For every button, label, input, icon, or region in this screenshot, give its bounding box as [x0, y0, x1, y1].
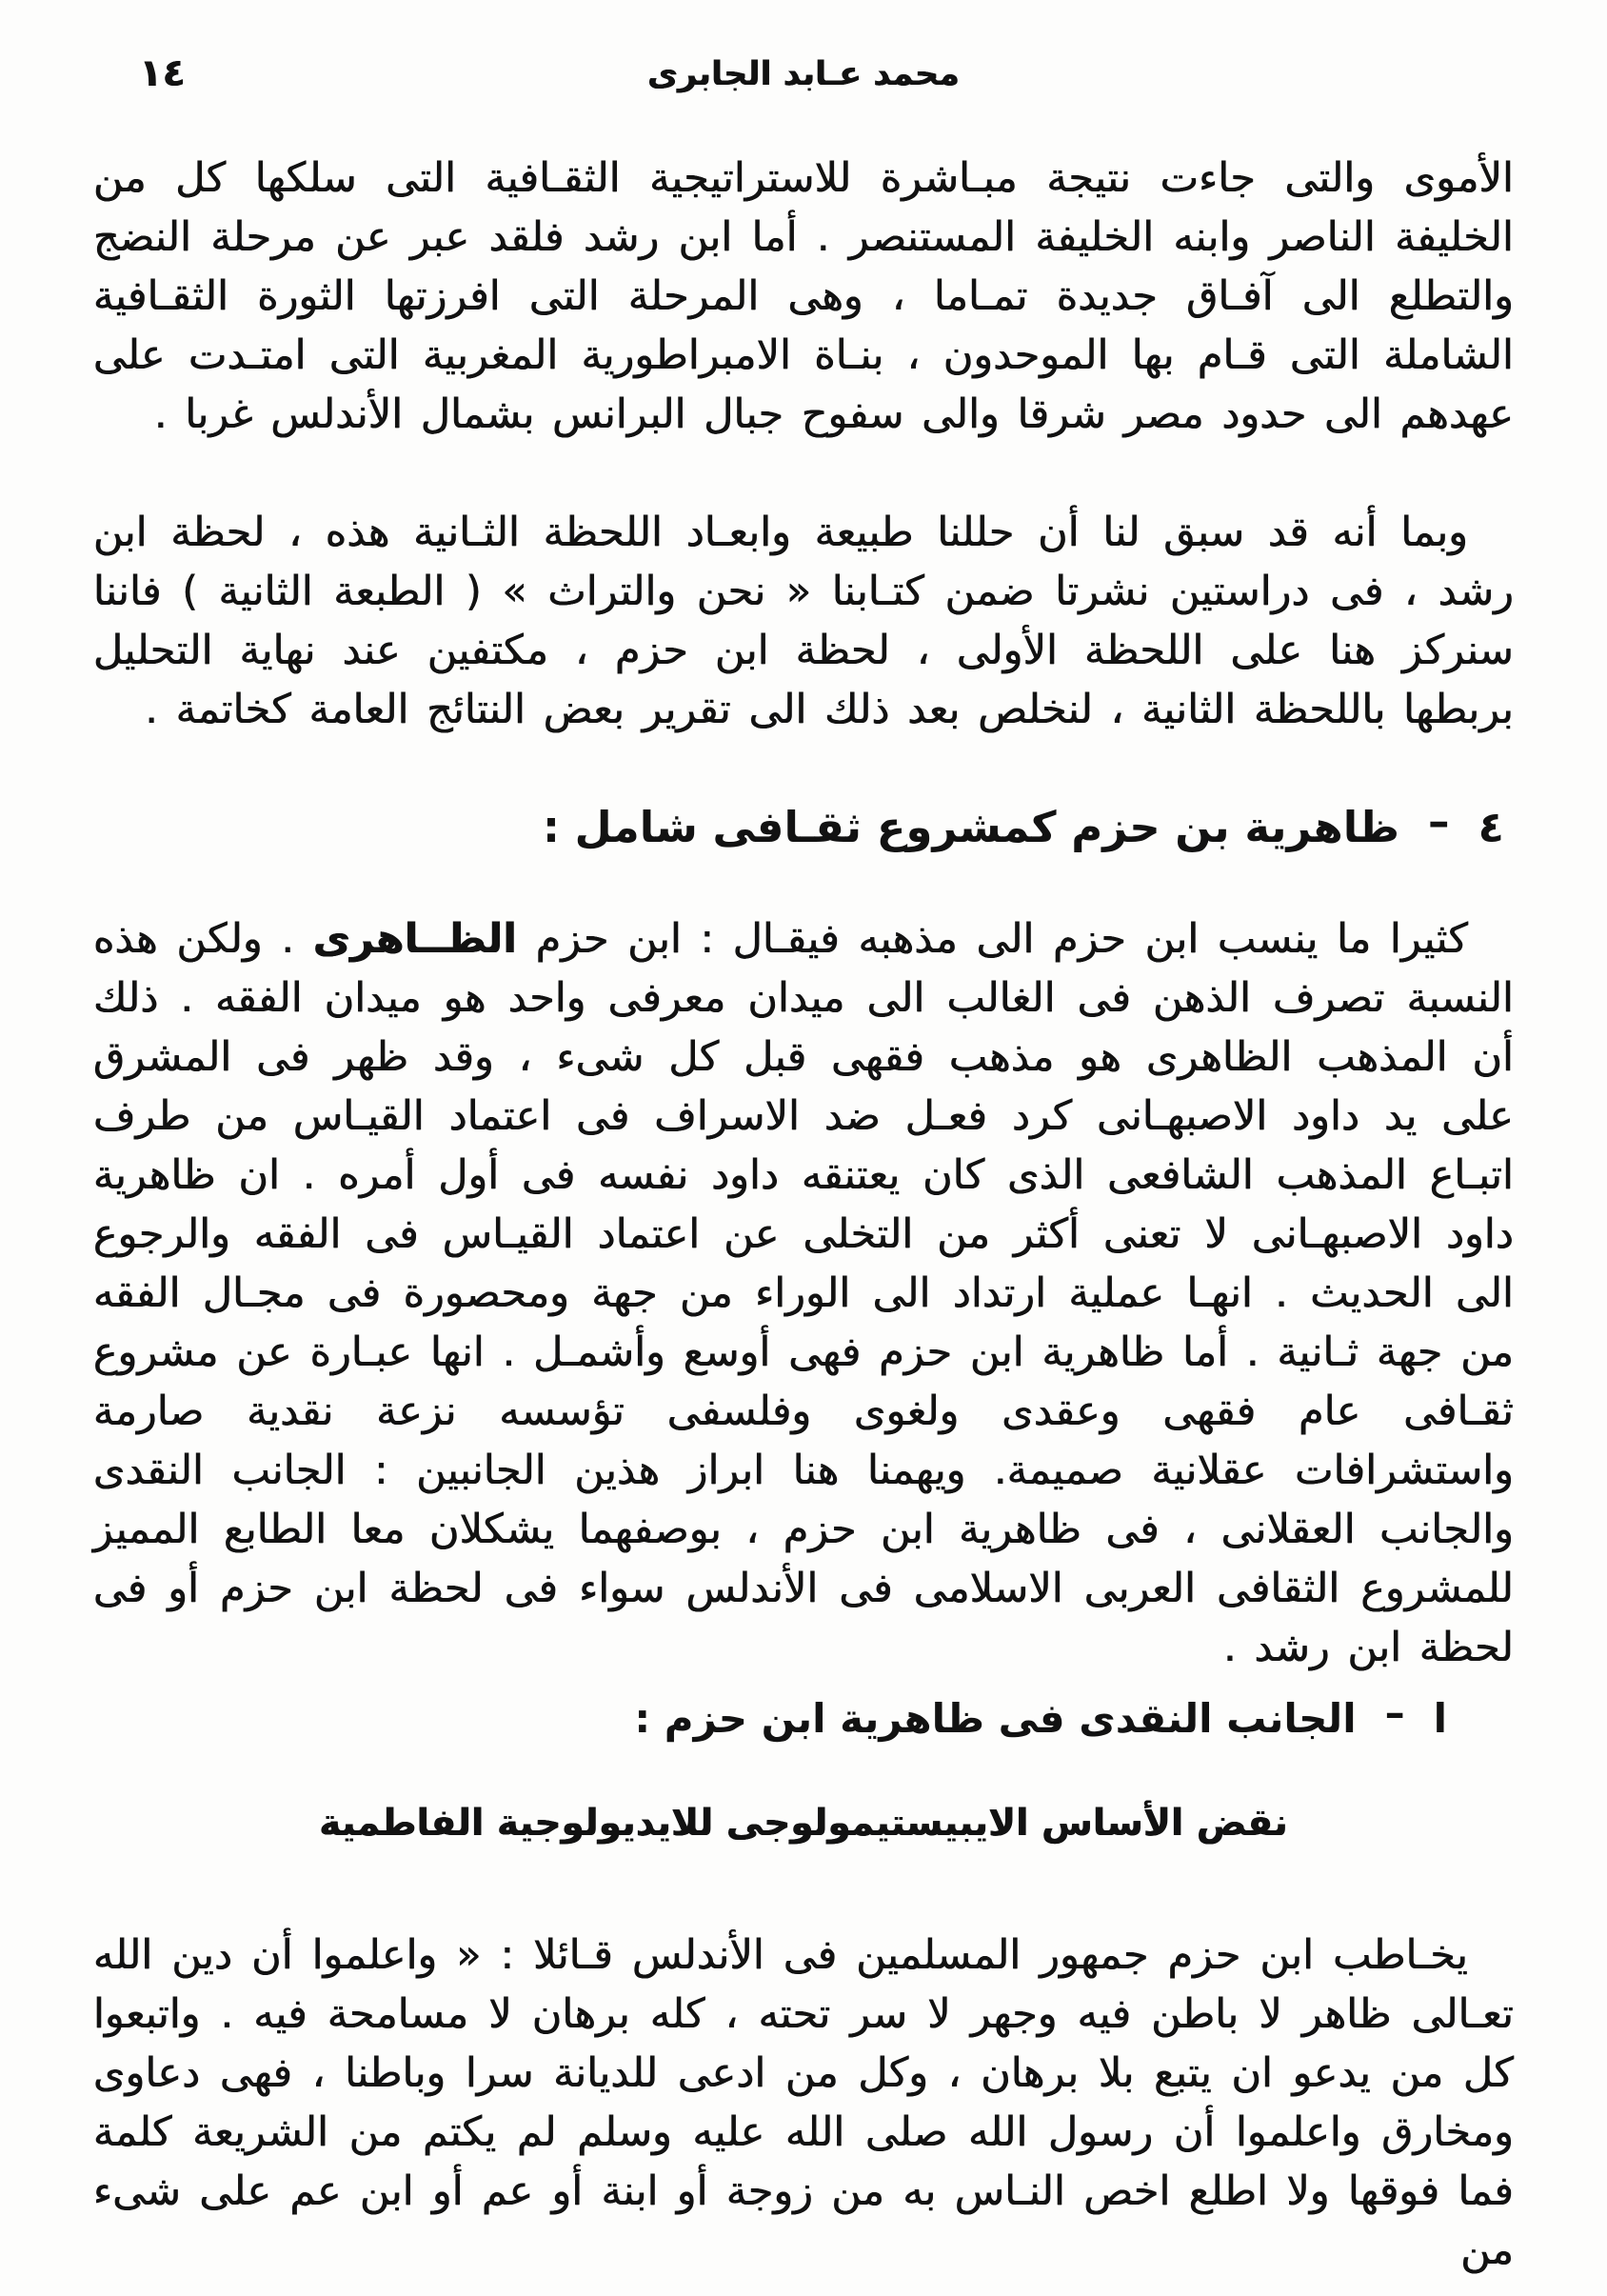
subsection-title: الجانب النقدى فى ظاهرية ابن حزم :	[634, 1695, 1357, 1742]
subsection-a-heading	[93, 1689, 1447, 1742]
page-header	[93, 51, 1514, 122]
section-4-heading	[93, 796, 1504, 852]
page-number: ١٤	[139, 51, 186, 95]
section-title: ظاهرية بن حزم كمشروع ثقـافى شامل :	[543, 802, 1400, 852]
paragraph-section-4	[93, 909, 1514, 1677]
paragraph-second: وبما أنه قد سبق لنا أن حللنا طبيعة وابعـاد اللحظة الثـانية هذه ، لحظة ابن رشد ، فى دراستين نشرتا ضمن كتـابنا « نحن والتراث » ( الطبعة الثانية ) فاننا سنركز هنا على اللحظة الأولى ، لحظة ابن حزم ، مكتفين عند نهاية التحليل بربطها باللحظة الثانية ، لنخلص بعد ذلك الى تقرير بعض النتائج العامة كخاتمة .	[93, 509, 1514, 733]
section-number: ٤	[1478, 802, 1504, 852]
paragraph-quote: يخـاطب ابن حزم جمهور المسلمين فى الأندلس قـائلا : « واعلموا أن دين الله تعـالى ظاهر لا باطن فيه وجهر لا سر تحته ، كله برهان لا مسامحة فيه . واتبعوا كل من يدعو ان يتبع بلا برهان ، وكل من ادعى للديانة سرا وباطنا ، فهى دعاوى ومخارق واعلموا أن رسول الله صلى الله عليه وسلم لم يكتم من الشريعة كلمة فما فوقها ولا اطلع اخص النـاس به من زوجة أو ابنة أو عم أو ابن عم على شىء من	[93, 1931, 1514, 2274]
running-head-author: محمد عـابد الجابرى	[647, 55, 960, 93]
paragraph-section-4-part-1: كثيرا ما ينسب ابن حزم الى مذهبه فيقـال : ابن حزم	[517, 915, 1469, 963]
paragraph-continuation: الأموى والتى جاءت نتيجة مبـاشرة للاستراتيجية الثقـافية التى سلكها كل من الخليفة الناصر وابنه الخليفة المستنصر . أما ابن رشد فلقد عبر عن مرحلة النضج والتطلع الى آفـاق جديدة تمـاما ، وهى المرحلة التى افرزتها الثورة الثقـافية الشاملة التى قـام بها الموحدون ، بنـاة الامبراطورية المغربية التى امتـدت على عهدهم الى حدود مصر شرقا والى سفوح جبال البرانس بشمال الأندلس غربا .	[93, 154, 1514, 438]
subsection-subtitle: نقض الأساس الايبيستيمولوجى للايديولوجية الفاطمية	[319, 1802, 1288, 1845]
section-dash: –	[1428, 796, 1450, 847]
subsection-marker: ا	[1433, 1695, 1447, 1742]
paragraph-section-4-bold-word: الظــاهرى	[312, 915, 518, 963]
paragraph-section-4-part-2: . ولكن هذه النسبة تصرف الذهن فى الغالب الى ميدان معرفى واحد هو ميدان الفقه . ذلك أن المذهب الظاهرى هو مذهب فقهى قبل كل شىء ، وقد ظهر فى المشرق على يد داود الاصبهـانى كرد فعـل ضد الاسراف فى اعتماد القيـاس من طرف اتبـاع المذهب الشافعى الذى كان يعتنقه داود نفسه فى أول أمره . ان ظاهرية داود الاصبهـانى لا تعنى أكثر من التخلى عن اعتماد القيـاس فى الفقه والرجوع الى الحديث . انهـا عملية ارتداد الى الوراء من جهة ومحصورة فى مجـال الفقه من جهة ثـانية . أما ظاهرية ابن حزم فهى أوسع وأشمـل . انها عبـارة عن مشروع ثقـافى عام فقهى وعقدى ولغوى وفلسفى تؤسسه نزعة نقدية صارمة واستشرافات عقلانية صميمة. ويهمنا هنا ابراز هذين الجانبين : الجانب النقدى والجانب العقلانى ، فى ظاهرية ابن حزم ، بوصفهما يشكلان معا الطابع المميز للمشروع الثقافى العربى الاسلامى فى الأندلس سواء فى لحظة ابن حزم أو فى لحظة ابن رشد .	[93, 915, 1514, 1671]
subsection-dash: –	[1384, 1689, 1405, 1736]
